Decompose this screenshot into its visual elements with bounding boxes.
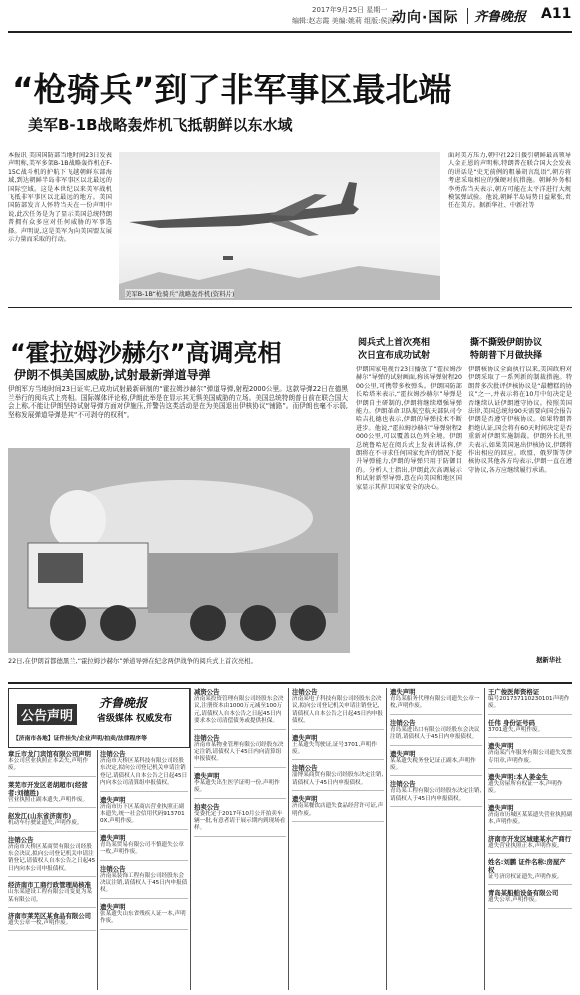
ad-item-body: 3701遗失,声明作废。 [488, 726, 544, 733]
ad-item-title: 遗失声明 [194, 771, 220, 780]
story1-photo-caption: 美军B-1B“枪骑兵”战略轰炸机(资料片) [125, 290, 235, 298]
ads-col2 [100, 750, 188, 990]
ad-item-body: 济南市天桥区某商贸有限公司经股东会决议,拟向公司登记机关申请注销登记,请债权人自本公告之日起45日内向本公司申报债权。 [8, 843, 96, 872]
ad-item-title: 遗失声明:本人姜金生 [488, 773, 549, 782]
ad-item-body: 本公司营业执照正本丢失,声明作废。 [8, 758, 89, 772]
ad-item [390, 750, 482, 777]
ad-item [100, 750, 188, 792]
ad-item-title: 遗失声明 [292, 795, 318, 804]
ad-item [194, 688, 286, 730]
ad-item [488, 719, 572, 738]
ad-item [100, 834, 188, 861]
ad-item [488, 858, 572, 885]
ad-item [8, 881, 96, 908]
header-divider [467, 8, 468, 24]
page-number: A11 [541, 6, 572, 22]
ads-brand: 齐鲁晚报 [99, 696, 148, 710]
ad-item-body: 李某遗失出生医学证明一份,声明作废。 [194, 779, 280, 794]
ad-item-title: 遗失声明 [100, 902, 126, 911]
ad-item [488, 835, 572, 854]
ad-item [8, 912, 96, 931]
ad-item-title: 莱芜市开发区老胡超市(经营者:刘德胜) [8, 780, 88, 797]
ads-divider [386, 688, 387, 990]
ad-item [100, 796, 188, 830]
ad-item-body: 山东某建设工程有限公司变更为某某有限公司。 [8, 889, 92, 903]
ad-item-body: 青岛某贸易有限公司不慎遗失公章一枚,声明作废。 [100, 841, 184, 856]
ad-item [100, 903, 188, 930]
ad-item-title: 经济南市工商行政管理局核准 [8, 881, 92, 890]
ad-item-body: 淄博某商贸有限公司经股东决定注销,请债权人于45日内申报债权。 [292, 772, 384, 786]
ad-item-title: 章丘市龙门宾馆有限公司声明 [8, 750, 92, 758]
ad-item-body: 遗失营业执照正本,声明作废。 [488, 842, 563, 849]
story1-headline: “枪骑兵”到了非军事区最北端 [12, 70, 452, 109]
ad-item-body: 济南市历下区某商店营业执照正副本遗失,统一社会信用代码9137010X,声明作废。 [100, 803, 185, 825]
ad-item-body: 济南某装饰工程有限公司经股东会决议注销,请债权人于45日内申报债权。 [100, 872, 188, 894]
ad-item-body: 机动车行驶证遗失,声明作废。 [8, 820, 83, 827]
ad-item-body: 证号济房权证遗失,声明作废。 [488, 874, 563, 881]
header-date: 2017年9月25日 星期一 [312, 6, 388, 14]
ad-item [292, 795, 384, 822]
ads-header-box [8, 688, 190, 748]
ads-col1 [8, 750, 96, 990]
ad-item-title: 遗失声明 [488, 742, 514, 751]
story2-side-head4: 特朗普下月做抉择 [470, 351, 543, 361]
ads-slogan2: 【济南市各地】证件挂失/企业声明/拍卖/法律程序等 [13, 736, 147, 742]
ad-item-title: 注销公告 [8, 835, 34, 844]
ad-item [488, 773, 572, 800]
ad-item-body: 青岛某船务代理有限公司遗失公章一枚,声明作废。 [390, 696, 480, 710]
header-rule [8, 31, 572, 33]
ads-col3 [194, 688, 286, 990]
ad-item [390, 688, 482, 715]
story2-headline: “霍拉姆沙赫尔”高调亮相 [10, 339, 282, 367]
story1-bottom-rule [8, 307, 572, 308]
ad-item-title: 赵发江(山东省济南市) [8, 812, 72, 821]
story2-side-col1: 伊朗国家电视台23日播放了“霍拉姆沙赫尔”导弹的试射画面,称该导弹射程2000公里,可携带多枚弹头。伊朗国防部长哈塔米表示,“霍拉姆沙赫尔”导弹是伊朗自主研制的,伊朗将继续增强导弹能力。伊朗革命卫队航空航天部队司令哈吉扎德也表示,伊朗的导弹技术不断进步。他说,“霍拉姆沙赫尔”导弹射程2000公里,可以覆盖以色列全境。伊朗总统鲁哈尼在阅兵式上发表讲话称,伊朗将在不寻求任何国家允许的情况下提升导弹能力,伊朗的导弹只用于防御目的。分析人士指出,伊朗此次高调展示和试射新型导弹,意在向美国和地区国家显示其捍卫国家安全的决心。 [356, 366, 462, 491]
ad-item [488, 742, 572, 769]
ad-item-title: 遗失声明 [390, 688, 416, 696]
ad-item [100, 865, 188, 899]
ad-item [8, 781, 96, 808]
ad-item-title: 任伟 身份证号码 [488, 718, 535, 727]
story1-col1: 本报讯 美国国防部当地时间23日发表声明称,美军多架B-1B战略轰炸机在F-15C战斗机的护航下飞越朝鲜东部海域,到达朝鲜半岛非军事区以北最远的国际空域。这是本世纪以来美军战机飞抵非军事区以北最远的地方。美国国防部发言人怀特当天在一份声明中说,此次任务是为了显示美国总统特朗普拥有众多应对任何威胁的军事选择。声明说,这是美军为向美国盟友展示力量而采取的行动。 [8, 152, 112, 244]
ad-item-title: 注销公告 [292, 764, 318, 773]
ad-item-title: 姓名:刘鹏 证件名称:房屋产权 [488, 858, 566, 875]
newspaper-logo: 齐鲁晚报 [474, 10, 527, 25]
ad-item [488, 804, 572, 831]
ad-item-title: 注销公告 [194, 733, 220, 742]
story2-side-head3: 撕不撕毁伊朗协议 [470, 338, 543, 348]
ad-item-body: 济南某投资管理有限公司经股东会决议,注册资本由1000万元减至100万元,请债权人自本公告之日起45日内要求本公司清偿债务或提供担保。 [194, 696, 284, 725]
ad-item [194, 734, 286, 768]
ads-divider [288, 688, 289, 990]
ad-item-body: 济南市天桥区某科技有限公司经股东决定,拟向公司登记机关申请注销登记,请债权人自本公告之日起45日内向本公司清算组申报债权。 [100, 758, 188, 787]
ad-item [390, 780, 482, 807]
ad-item-title: 王广俊医师资格证 [488, 688, 540, 696]
ad-item-title: 遗失声明 [100, 795, 126, 804]
ad-item-body: 遗失公章,声明作废。 [488, 897, 541, 904]
story2-side-col2: 伊朗核协议全面执行以来,美国政府对伊朗采取了一系列新的制裁措施。特朗普多次批评伊核协议是“最糟糕的协议”之一,并表示将在10月中旬决定是否继续认证伊朗遵守协议。按照美国法律,美国总统每90天需要向国会报告伊朗是否遵守伊核协议。如果特朗普拒绝认证,国会将有60天时间决定是否重新对伊朗实施制裁。伊朗外长扎里夫表示,如果美国退出伊核协议,伊朗将作出相应的回应。欧盟、俄罗斯等伊核协议其他各方均表示,伊朗一直在遵守协议,各方应继续履行承诺。 [468, 366, 572, 474]
ad-item [194, 772, 286, 799]
story2-lead: 伊朗军方当地时间23日证实,已成功试射最新研制的“霍拉姆沙赫尔”弹道导弹,射程2000公里。这款导弹22日在德黑兰举行的阅兵式上亮相。国际媒体评论称,伊朗此举是在显示其无惧美国威胁的立场。美国总统特朗普日前在联合国大会上称,不能让伊朗坚持试射导弹方面对伊施压,并警告这类活动是在为美国退出伊核协议“铺路”。而伊朗也毫不示弱,坚称发展弹道导弹是其“不可剥夺的权利”。 [8, 385, 348, 419]
story2-side-head1: 阅兵式上首次亮相 [358, 338, 431, 348]
ad-item-body: 济南某汽车服务有限公司遗失发票专用章,声明作废。 [488, 750, 572, 764]
ads-divider [484, 688, 485, 990]
ad-item [292, 764, 384, 791]
ad-item-title: 注销公告 [390, 780, 416, 789]
ads-slogan1: 省级媒体 权威发布 [97, 714, 173, 724]
ad-item-title: 遗失声明 [488, 803, 514, 812]
ad-item-body: 营业执照正副本遗失,声明作废。 [8, 796, 89, 803]
story1-subhead: 美军B-1B战略轰炸机飞抵朝鲜以东水域 [28, 116, 293, 134]
ads-col5 [390, 688, 482, 990]
ad-item-title: 注销公告 [100, 750, 126, 758]
ad-item [488, 889, 572, 908]
ad-item-title: 济南市莱芜区某食品有限公司 [8, 912, 92, 921]
ad-item-body: 青岛某进出口有限公司经股东会决议注销,请债权人于45日内申报债权。 [390, 726, 480, 741]
ad-item [292, 734, 384, 761]
ad-item-title: 注销公告 [292, 688, 318, 696]
ad-item-title: 减资公告 [194, 688, 220, 696]
ad-item-body: 济南市某物业管理有限公司经股东决定注销,请债权人于45日内向清算组申报债权。 [194, 741, 284, 763]
ad-item-body: 王某遗失驾驶证,证号3701,声明作废。 [292, 741, 377, 756]
ad-item-title: 济南市开发区城建某水产商行 [488, 834, 572, 843]
ad-item-title: 注销公告 [390, 718, 416, 727]
ad-item [8, 836, 96, 878]
ad-item [194, 803, 286, 837]
ads-title: 公告声明 [17, 704, 77, 725]
ad-item-title: 遗失声明 [292, 733, 318, 742]
ad-item-body: 张某遗失山东省残疾人证一本,声明作废。 [100, 910, 186, 925]
ad-item [390, 719, 482, 746]
ads-top-rule [8, 682, 572, 684]
ad-item [8, 750, 96, 777]
missile-photo-caption: 22日,在伊朗首都德黑兰,“霍拉姆沙赫尔”弹道导弹在纪念两伊战争的阅兵式上首次亮相。 [8, 657, 257, 665]
ad-item-body: 济南某电子科技有限公司经股东会决议,拟向公司登记机关申请注销登记,请债权人自本公告之日起45日内申报债权。 [292, 696, 384, 725]
ads-divider [190, 688, 191, 990]
ad-item-title: 遗失声明 [100, 833, 126, 842]
ad-item [8, 812, 96, 831]
ad-item-body: 济南某餐饮店遗失食品经营许可证,声明作废。 [292, 803, 384, 817]
ad-item-body: 编号201737110230101声明作废。 [488, 696, 570, 710]
ad-item-title: 青岛某船舶设备有限公司 [488, 889, 559, 898]
header-editors: 编辑:赵志霞 美编:姚莉 组版:侯波 [292, 17, 395, 25]
ad-item-title: 遗失声明 [390, 749, 416, 758]
story1-col-right: 面对美方压力,朝中社22日援引朝鲜最高领导人金正恩的声明称,特朗普在联合国大会发表的讲话是“史无前例的粗暴胡言乱语”,朝方将考虑采取相应的强硬对抗措施。朝鲜外务相李勇浩当天表示,朝方可能在太平洋进行大规模氢弹试验。他说,朝鲜半岛局势日益紧张,责任在美方。据新华社、中新社等 [448, 152, 571, 210]
ad-item-body: 某某遗失税务登记证正副本,声明作废。 [390, 757, 476, 772]
ads-col6 [488, 688, 572, 990]
ad-item-title: 注销公告 [100, 864, 126, 873]
ad-item-body: 遗失房屋所有权证一本,声明作废。 [488, 781, 563, 795]
ad-item-body: 遗失公章一枚,声明作废。 [8, 920, 72, 927]
story2-subhead: 伊朗不惧美国威胁,试射最新弹道导弹 [14, 368, 211, 382]
ad-item [292, 688, 384, 730]
ad-item-body: 受委托定于2017年10月公开拍卖车辆一批,有意者请于展示期内到现场看样。 [194, 810, 286, 832]
ads-col4 [292, 688, 384, 990]
story1-photo [119, 152, 440, 300]
ad-item-body: 青岛某工程有限公司经股东决定注销,请债权人于45日内申报债权。 [390, 788, 482, 802]
ad-item-body: 济南市历城区某某遗失营业执照副本,声明作废。 [488, 811, 572, 826]
ads-divider [97, 750, 98, 990]
ad-item [488, 688, 572, 715]
missile-truck-icon [8, 448, 350, 653]
section-name: 动向·国际 [392, 10, 459, 26]
story2-side-head2: 次日宣布成功试射 [358, 351, 431, 361]
story2-credit: 据新华社 [536, 656, 562, 664]
bomber-icon [119, 152, 440, 300]
ad-item-title: 拍卖公告 [194, 802, 220, 811]
missile-photo [8, 448, 350, 653]
